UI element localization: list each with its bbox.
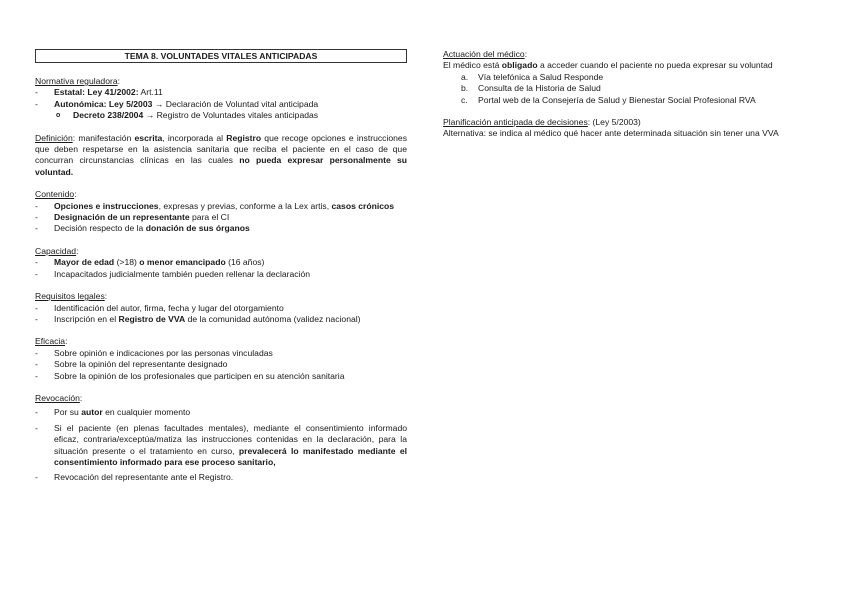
section-revocacion	[35, 393, 407, 484]
list-item: - Sobre la opinión de los profesionales que participen en su atención sanitaria	[35, 371, 407, 382]
colon: :	[117, 76, 121, 86]
definicion-bold: escrita	[134, 132, 163, 143]
left-column	[35, 49, 407, 495]
decreto-text: → Registro de Voluntades vitales anticipadas	[143, 110, 319, 121]
planificacion-heading: Planificación anticipada de decisiones	[443, 117, 588, 128]
estatal-text: Art.11	[138, 87, 163, 98]
autonomica-text: → Declaración de Voluntad vital anticipada	[152, 98, 319, 109]
bold-text: casos crónicos	[331, 200, 395, 211]
section-contenido	[35, 189, 407, 235]
requisitos-heading: Requisitos legales	[35, 291, 105, 302]
list-text: Portal web de la Consejería de Salud y Bienestar Social Profesional RVA	[478, 94, 756, 105]
bold-text: donación de sus órganos	[145, 223, 250, 234]
colon: :	[74, 189, 77, 200]
text: El médico está	[443, 60, 502, 71]
planificacion-suffix: : (Ley 5/2003)	[587, 117, 641, 128]
list-item	[35, 201, 407, 212]
section-definicion	[35, 133, 407, 179]
list-item	[35, 223, 407, 234]
list-item	[35, 257, 407, 268]
bold-text: o menor emancipado	[139, 257, 226, 268]
document-title: TEMA 8. VOLUNTADES VITALES ANTICIPADAS	[35, 49, 407, 63]
list-item	[35, 423, 407, 469]
list-item	[35, 407, 407, 418]
colon: :	[104, 291, 108, 302]
list-item	[35, 212, 407, 223]
text: de la comunidad autónoma (validez nacional)	[185, 313, 361, 324]
bold-text: Designación de un representante	[54, 212, 190, 223]
sub-list-item	[56, 110, 407, 121]
decreto-label: Decreto 238/2004	[73, 110, 144, 121]
eficacia-heading: Eficacia	[35, 336, 66, 347]
definicion-text: , incorporada al	[162, 132, 227, 143]
definicion-heading: Definición	[35, 132, 73, 143]
colon: :	[524, 49, 528, 59]
bold-text: autor	[81, 407, 103, 418]
planificacion-text: Alternativa: se indica al médico qué hacer ante determinada situación sin tener una VVA	[443, 128, 779, 139]
bold-text: Opciones e instrucciones	[54, 200, 159, 211]
text: para el CI	[189, 212, 230, 223]
list-item: - Sobre la opinión del representante designado	[35, 359, 407, 370]
colon: :	[79, 392, 83, 403]
colon: :	[65, 336, 68, 347]
list-item	[461, 72, 815, 83]
text: Inscripción en el	[54, 313, 119, 324]
list-letter: a.	[461, 71, 469, 82]
text: en cualquier momento	[102, 407, 191, 418]
list-letter: c.	[461, 94, 468, 105]
contenido-heading: Contenido	[35, 189, 75, 200]
section-actuacion	[443, 49, 815, 106]
bold-text: Mayor de edad	[54, 257, 115, 268]
text: (16 años)	[225, 257, 265, 268]
list-letter: b.	[461, 83, 469, 94]
section-normativa	[35, 76, 407, 122]
autonomica-label: Autonómica: Ley 5/2003	[54, 98, 153, 109]
text: Por su	[54, 407, 82, 418]
revocacion-heading: Revocación	[35, 392, 80, 403]
definicion-text: que recoge opciones e instrucciones que deben respetarse en la asistencia sanitaria que reciba el paciente en el caso de que concurran circunstancias clínicas en las cuales	[35, 132, 407, 166]
list-item: - Sobre opinión e indicaciones por las personas vinculadas	[35, 348, 407, 359]
colon: :	[76, 245, 79, 256]
text: Decisión respecto de la	[54, 223, 146, 234]
actuacion-text	[443, 60, 815, 71]
section-requisitos	[35, 291, 407, 325]
normativa-heading: Normativa reguladora	[35, 76, 118, 86]
definicion-bold: no pueda expresar personalmente su voluntad.	[35, 155, 407, 177]
list-item: - Revocación del representante ante el Registro.	[35, 472, 407, 483]
capacidad-heading: Capacidad	[35, 245, 77, 256]
text: (>18)	[114, 257, 140, 268]
text: , expresas y previas, conforme a la Lex artis,	[158, 200, 332, 211]
list-text: Vía telefónica a Salud Responde	[478, 71, 604, 82]
list-item	[461, 83, 815, 94]
section-eficacia	[35, 336, 407, 382]
section-planificacion	[443, 117, 815, 140]
bold-text: obligado	[501, 60, 538, 71]
definicion-bold: Registro	[226, 132, 262, 143]
bold-text: Registro de VVA	[118, 313, 186, 324]
list-item	[461, 95, 815, 106]
definicion-text: : manifestación	[72, 132, 135, 143]
list-item	[35, 87, 407, 98]
right-column	[443, 49, 815, 151]
list-text: Consulta de la Historia de Salud	[478, 83, 601, 94]
list-item	[35, 99, 407, 110]
list-item: - Incapacitados judicialmente también pueden rellenar la declaración	[35, 269, 407, 280]
actuacion-heading: Actuación del médico	[443, 49, 525, 59]
estatal-label: Estatal: Ley 41/2002:	[54, 87, 139, 98]
list-item: - Identificación del autor, firma, fecha y lugar del otorgamiento	[35, 303, 407, 314]
text: Si el paciente (en plenas facultades mentales), mediante el consentimiento informado eficaz, contraria/exceptúa/matiza las instrucciones contenidas en la declaración, para la situación presente o el tratamiento en curso,	[54, 422, 407, 456]
list-item	[35, 314, 407, 325]
section-capacidad	[35, 246, 407, 280]
text: a acceder cuando el paciente no pueda expresar su voluntad	[537, 60, 773, 71]
bold-text: prevalecerá lo manifestado mediante el consentimiento informado para ese proceso sanitario,	[54, 445, 407, 467]
